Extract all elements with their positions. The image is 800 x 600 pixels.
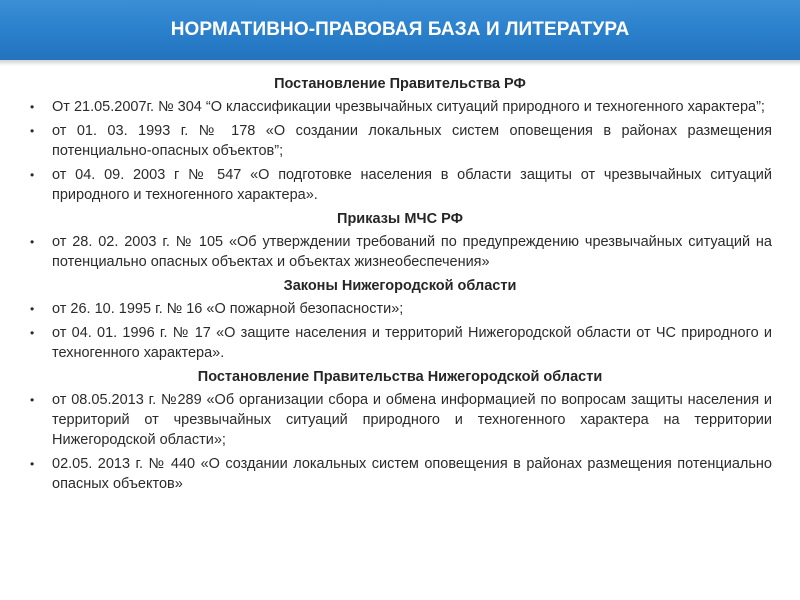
list-item [28, 121, 772, 161]
list-item [28, 299, 772, 319]
list-item-text: от 04. 09. 2003 г № 547 «О подготовке населения в области защиты от чрезвычайных ситуаций природного и техногенного характера». [52, 167, 772, 203]
list-regional-laws [28, 299, 772, 363]
bullet-icon: • [30, 326, 35, 340]
section-heading-government-rf: Постановление Правительства РФ [274, 76, 526, 92]
section-heading-mchs-orders: Приказы МЧС РФ [337, 211, 463, 227]
content-area [28, 74, 772, 498]
bullet-icon: • [30, 168, 35, 182]
list-item [28, 390, 772, 450]
list-regional-government [28, 390, 772, 494]
list-item-text: от 28. 02. 2003 г. № 105 «Об утверждении требований по предупреждению чрезвычайных ситуаций на потенциально опасных объектах и объектах жизнеобеспечения» [52, 234, 772, 270]
header-shadow [0, 60, 800, 66]
list-item [28, 232, 772, 272]
list-item [28, 165, 772, 205]
section-heading-regional-government: Постановление Правительства Нижегородской области [197, 369, 603, 385]
bullet-icon: • [30, 100, 35, 114]
bullet-icon: • [30, 457, 35, 471]
bullet-icon: • [30, 393, 35, 407]
list-item-text: 02.05. 2013 г. № 440 «О создании локальных систем оповещения в районах размещения потенциально опасных объектов» [52, 456, 772, 492]
header-bar [0, 0, 800, 60]
bullet-icon: • [30, 302, 35, 316]
section-heading-regional-laws: Законы Нижегородской области [283, 278, 517, 294]
bullet-icon: • [30, 235, 35, 249]
list-item [28, 323, 772, 363]
list-mchs-orders [28, 232, 772, 272]
list-item-text: от 01. 03. 1993 г. № 178 «О создании локальных систем оповещения в районах размещения потенциально-опасных объектов”; [52, 123, 772, 159]
list-item-text: от 26. 10. 1995 г. № 16 «О пожарной безопасности»; [52, 301, 404, 317]
list-item [28, 454, 772, 494]
list-item-text: от 04. 01. 1996 г. № 17 «О защите населения и территорий Нижегородской области от ЧС природного и техногенного характера». [52, 325, 772, 361]
list-government-rf [28, 97, 772, 205]
list-item-text: от 08.05.2013 г. №289 «Об организации сбора и обмена информацией по вопросам защиты населения и территорий от чрезвычайных ситуаций природного и техногенного характера на территории Нижегородской области»; [52, 392, 772, 448]
page-title: НОРМАТИВНО-ПРАВОВАЯ БАЗА И ЛИТЕРАТУРА [170, 19, 630, 40]
list-item-text: От 21.05.2007г. № 304 “О классификации чрезвычайных ситуаций природного и техногенного характера”; [52, 99, 765, 115]
bullet-icon: • [30, 124, 35, 138]
list-item [28, 97, 772, 117]
